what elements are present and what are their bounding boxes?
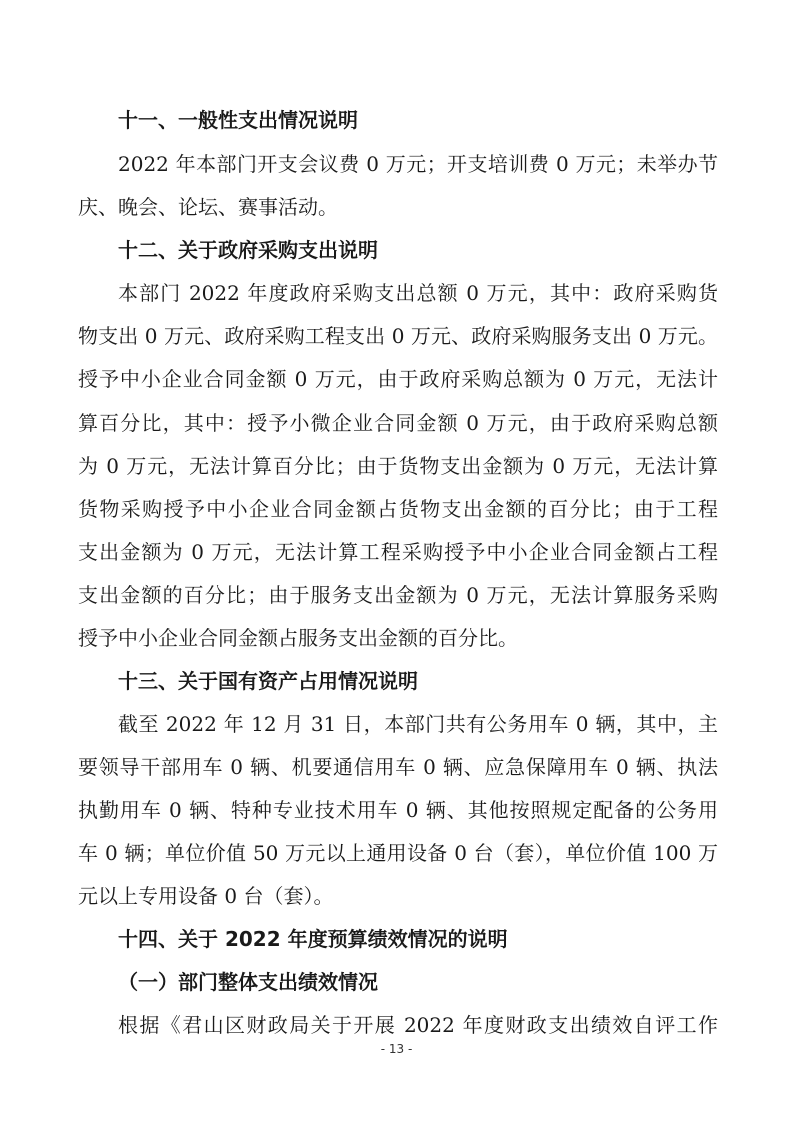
subsection-heading: （一）部门整体支出绩效情况: [118, 970, 378, 994]
paragraph-line: 元以上专用设备 0 台（套）。: [78, 884, 334, 908]
section-14-heading: 十四、关于 2022 年度预算绩效情况的说明: [118, 927, 508, 951]
paragraph-line: 庆、晚会、论坛、赛事活动。: [78, 195, 338, 219]
paragraph-line: 货物采购授予中小企业合同金额占货物支出金额的百分比；由于工程: [78, 497, 718, 521]
paragraph-line: 授予中小企业合同金额 0 万元，由于政府采购总额为 0 万元，无法计: [78, 367, 718, 391]
paragraph-line: 支出金额为 0 万元，无法计算工程采购授予中小企业合同金额占工程: [78, 540, 718, 564]
paragraph-line: 本部门 2022 年度政府采购支出总额 0 万元，其中：政府采购货: [118, 281, 718, 305]
paragraph-line: 执勤用车 0 辆、特种专业技术用车 0 辆、其他按照规定配备的公务用: [78, 798, 718, 822]
paragraph-line: 物支出 0 万元、政府采购工程支出 0 万元、政府采购服务支出 0 万元。: [78, 324, 718, 348]
paragraph-line: 为 0 万元，无法计算百分比；由于货物支出金额为 0 万元，无法计算: [78, 454, 718, 478]
section-11-heading: 十一、一般性支出情况说明: [118, 108, 358, 132]
page-number: - 13 -: [380, 1042, 413, 1056]
paragraph-line: 截至 2022 年 12 月 31 日，本部门共有公务用车 0 辆，其中，主: [118, 712, 718, 736]
paragraph-line: 授予中小企业合同金额占服务支出金额的百分比。: [78, 626, 518, 650]
paragraph-line: 要领导干部用车 0 辆、机要通信用车 0 辆、应急保障用车 0 辆、执法: [78, 755, 718, 779]
paragraph-line: 支出金额的百分比；由于服务支出金额为 0 万元，无法计算服务采购: [78, 583, 718, 607]
paragraph-line: 2022 年本部门开支会议费 0 万元；开支培训费 0 万元；未举办节: [118, 152, 718, 176]
section-13-heading: 十三、关于国有资产占用情况说明: [118, 669, 418, 693]
paragraph-line: 算百分比，其中：授予小微企业合同金额 0 万元，由于政府采购总额: [78, 411, 718, 435]
section-12-heading: 十二、关于政府采购支出说明: [118, 238, 378, 262]
paragraph-line: 根据《君山区财政局关于开展 2022 年度财政支出绩效自评工作: [118, 1013, 718, 1037]
paragraph-line: 车 0 辆；单位价值 50 万元以上通用设备 0 台（套），单位价值 100 万: [78, 841, 718, 865]
